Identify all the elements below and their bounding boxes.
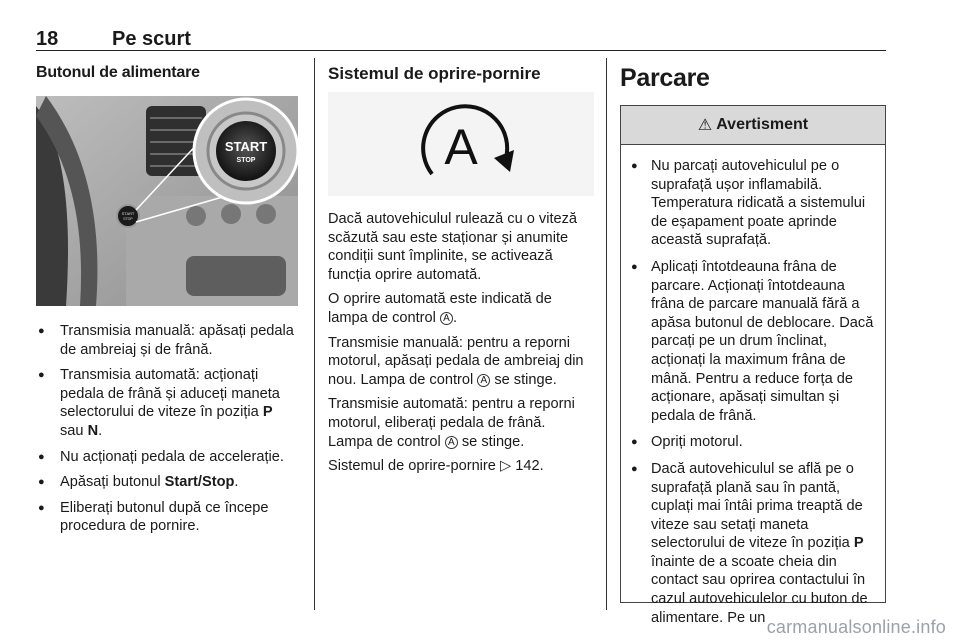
list-item: ● Apăsați butonul Start/Stop. [36, 473, 298, 492]
start-stop-button-photo [36, 96, 298, 306]
warning-title: Avertisment [716, 116, 809, 133]
list-item: ● Transmisia manuală: apăsați pedala de ambreiaj și de frână. [36, 322, 298, 359]
list-item: ● Eliberați butonul după ce începe procedura de pornire. [36, 499, 298, 536]
section-heading-parking: Parcare [620, 64, 710, 92]
page-header [36, 26, 886, 51]
list-item: ● Transmisia automată: acționați pedala de frână și aduceți maneta selectorului de viteze în poziția P sau N. [36, 366, 298, 440]
warning-box [620, 105, 886, 626]
auto-stop-lamp-icon: A [477, 374, 490, 387]
page-reference-link[interactable]: 142. [511, 458, 544, 475]
paragraph: Transmisie automată: pentru a reporni motorul, eliberați pedala de frână. Lampa de control A se stinge. [328, 396, 575, 450]
warning-list [629, 157, 877, 627]
auto-stop-letter: A [444, 119, 478, 175]
column-stop-start [328, 58, 594, 612]
auto-stop-lamp-icon: A [445, 436, 458, 449]
list-item: ● Dacă autovehiculul se află pe o suprafață plană sau în pantă, cuplați mai întâi prima treaptă de viteze sau setați maneta selectorului de viteze în poziția P înainte de a scoate cheia din contact sau oprirea contactului în cazul autovehiculelor cu buton de alimentare. Pe un [629, 460, 877, 627]
page-number: 18 [36, 28, 59, 50]
list-item: ● Aplicați întotdeauna frâna de parcare. Acționați întotdeauna frâna de parcare manuală fără a apăsa butonul de deblocare. Dacă parcați pe un drum înclinat, acționați la maximum frâna de mână. Pentru a reduce forța de acționare, apăsați simultan și pedala de frână. [629, 258, 877, 425]
cross-reference: Sistemul de oprire-pornire ▷ 142. [328, 458, 544, 475]
power-button-steps [36, 322, 298, 536]
auto-stop-symbol-image [328, 92, 594, 196]
list-item: ● Opriți motorul. [629, 433, 877, 452]
list-item: ● Nu acționați pedala de accelerație. [36, 448, 298, 467]
section-heading-power-button: Butonul de alimentare [36, 64, 200, 81]
column-power-button [36, 58, 298, 612]
column-divider [314, 58, 315, 610]
small-button-label-start: START [121, 211, 135, 216]
warning-header [621, 106, 885, 145]
auto-stop-lamp-icon: A [440, 312, 453, 325]
section-heading-stop-start: Sistemul de oprire-pornire [328, 64, 541, 83]
page-reference-arrow-icon: ▷ [499, 458, 512, 475]
footer-watermark: carmanualsonline.info [766, 617, 946, 637]
small-button-label-stop: STOP [123, 217, 133, 221]
paragraph: Transmisie manuală: pentru a reporni motorul, apăsați pedala de ambreiaj din nou. Lampa de control A se stinge. [328, 334, 584, 388]
paragraph: Dacă autovehiculul rulează cu o viteză scăzută sau este staționar și anumite condiții sunt împlinite, se activează funcția oprire automată. [328, 211, 578, 283]
column-parking [620, 58, 886, 626]
paragraph: O oprire automată este indicată de lampa de control A . [328, 291, 552, 326]
list-item: ● Nu parcați autovehiculul pe o suprafață ușor inflamabilă. Temperatura ridicată a sistemului de eșapament poate aprinde această suprafață. [629, 157, 877, 250]
column-divider [606, 58, 607, 610]
start-button-label: START [224, 139, 268, 154]
page-title: Pe scurt [112, 28, 191, 50]
stop-button-label: STOP [236, 157, 256, 164]
warning-triangle-icon: ⚠ [697, 117, 713, 134]
